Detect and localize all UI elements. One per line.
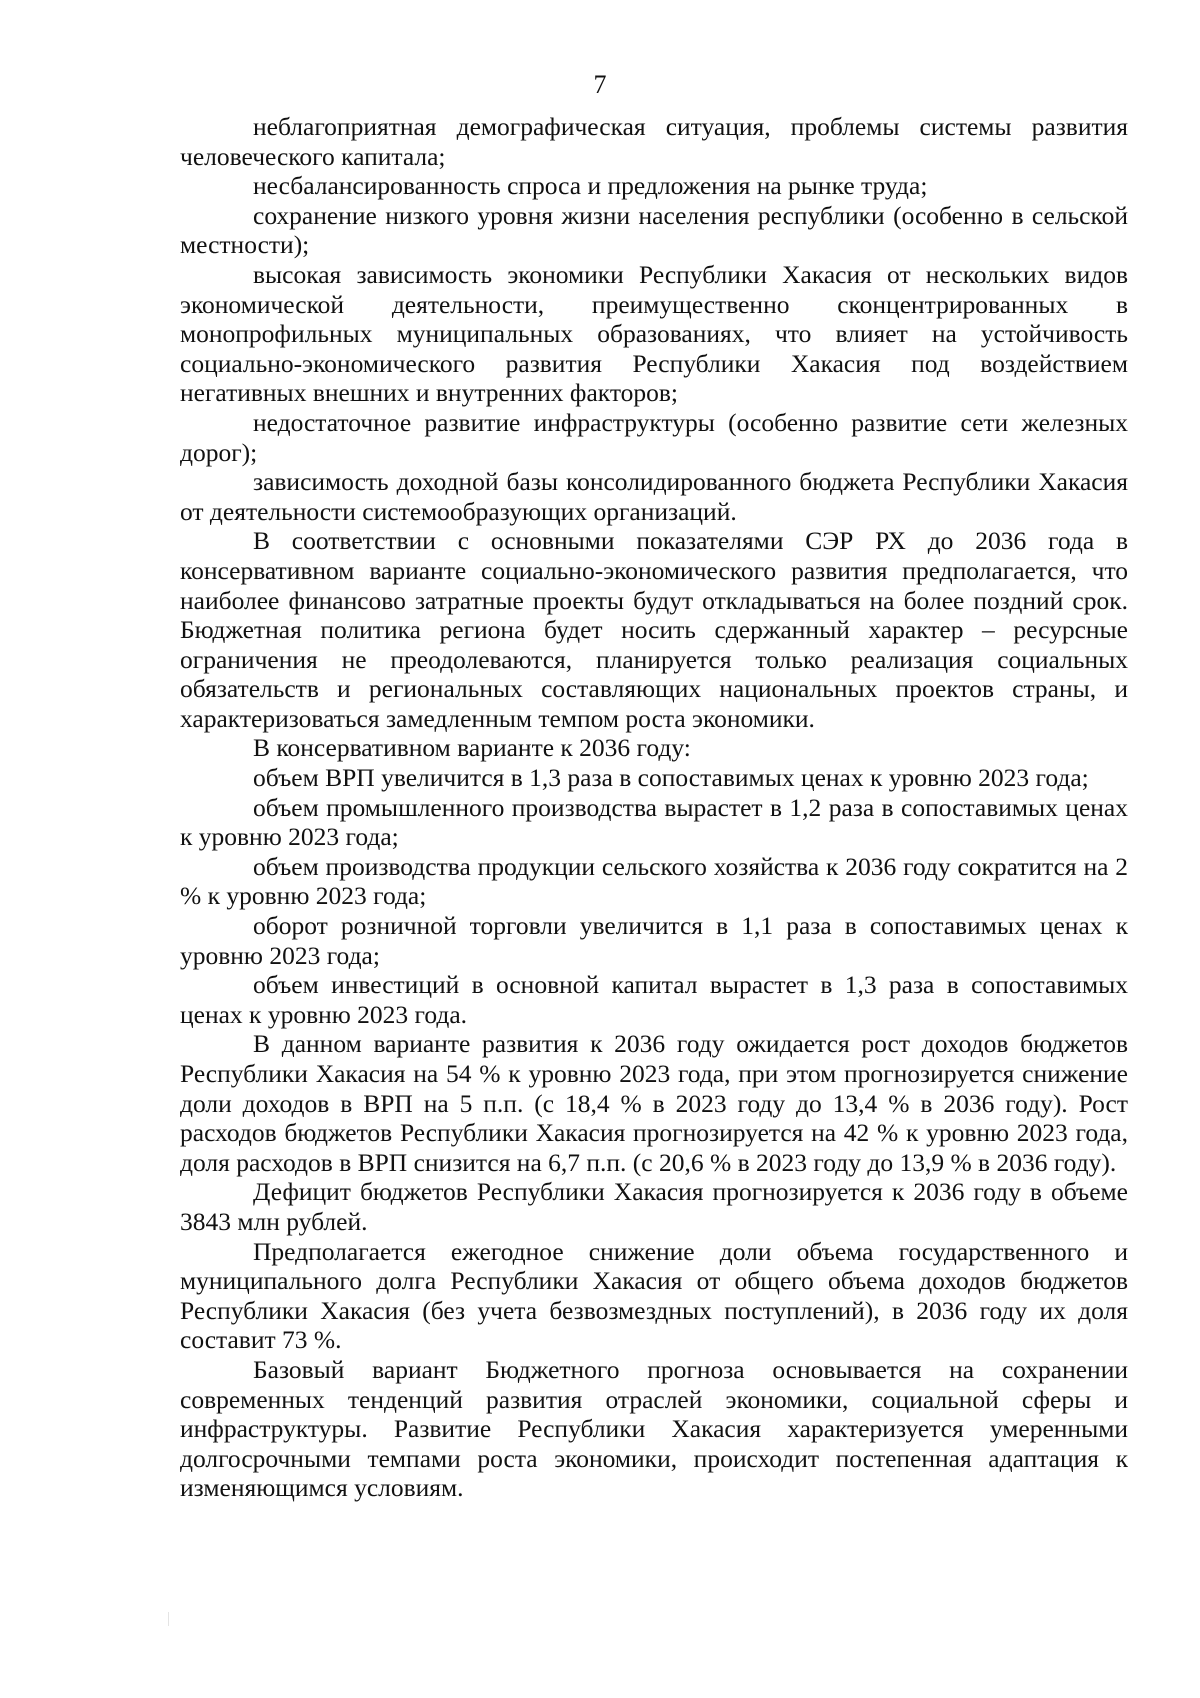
paragraph-industrial-production: объем промышленного производства вырастет в 1,2 раза в сопоставимых ценах к уровню 2023 года; (180, 792, 1128, 852)
paragraph-economic-dependence: высокая зависимость экономики Республики Хакасия от нескольких видов экономической деятельности, преимущественно сконцентрированных в монопрофильных муниципальных образованиях, что влияет на устойчивость социально-экономического развития Республики Хакасия под воздействием негативных внешних и внутренних факторов; (180, 259, 1128, 408)
paragraph-budget-deficit: Дефицит бюджетов Республики Хакасия прогнозируется к 2036 году в объеме 3843 млн рублей. (180, 1177, 1128, 1236)
scan-artifact (168, 1612, 169, 1626)
paragraph-labor-market: несбалансированность спроса и предложения на рынке труда; (253, 171, 928, 201)
paragraph-budget-dependence: зависимость доходной базы консолидированного бюджета Республики Хакасия от деятельности системообразующих организаций. (180, 467, 1128, 526)
page-number: 7 (593, 70, 607, 99)
paragraph-investment: объем инвестиций в основной капитал вырастет в 1,3 раза в сопоставимых ценах к уровню 2023 года. (180, 970, 1128, 1029)
paragraph-public-debt: Предполагается ежегодное снижение доли объема государственного и муниципального долга Республики Хакасия от общего объема доходов бюджетов Республики Хакасия (без учета безвозмездных поступлений), в 2036 году их доля составит 73 %. (180, 1236, 1128, 1355)
paragraph-budget-revenue: В данном варианте развития к 2036 году ожидается рост доходов бюджетов Республики Хакасия на 54 % к уровню 2023 года, при этом прогнозируется снижение доли доходов в ВРП на 5 п.п. (с 18,4 % в 2023 году до 13,4 % в 2036 году). Рост расходов бюджетов Республики Хакасия прогнозируется на 42 % к уровню 2023 года, доля расходов в ВРП снизится на 6,7 п.п. (с 20,6 % в 2023 году до 13,9 % в 2036 году). (180, 1029, 1128, 1177)
paragraph-conservative-scenario: В соответствии с основными показателями СЭР РХ до 2036 года в консервативном варианте социально-экономического развития предполагается, что наиболее финансово затратные проекты будут откладываться на более поздний срок. Бюджетная политика региона будет носить сдержанный характер – ресурсные ограничения не преодолеваются, планируется только реализация социальных обязательств и региональных составляющих национальных проектов страны, и характеризоваться замедленным темпом роста экономики. (180, 526, 1128, 733)
paragraph-grp: объем ВРП увеличится в 1,3 раза в сопоставимых ценах к уровню 2023 года; (253, 763, 1089, 793)
paragraph-base-scenario: Базовый вариант Бюджетного прогноза основывается на сохранении современных тенденций развития отраслей экономики, социальной сферы и инфраструктуры. Развитие Республики Хакасия характеризуется умеренными долгосрочными темпами роста экономики, происходит постепенная адаптация к изменяющимся условиям. (180, 1354, 1128, 1503)
paragraph-infrastructure: недостаточное развитие инфраструктуры (особенно развитие сети железных дорог); (180, 407, 1128, 467)
paragraph-demography: неблагоприятная демографическая ситуация, проблемы системы развития человеческого капитала; (180, 112, 1128, 171)
paragraph-conservative-intro: В консервативном варианте к 2036 году: (253, 733, 691, 763)
body-text (180, 112, 1128, 1503)
paragraph-retail: оборот розничной торговли увеличится в 1,1 раза в сопоставимых ценах к уровню 2023 года; (180, 911, 1128, 970)
paragraph-agriculture: объем производства продукции сельского хозяйства к 2036 году сократится на 2 % к уровню 2023 года; (180, 851, 1128, 911)
paragraph-living-standard: сохранение низкого уровня жизни населения республики (особенно в сельской местности); (180, 200, 1128, 260)
